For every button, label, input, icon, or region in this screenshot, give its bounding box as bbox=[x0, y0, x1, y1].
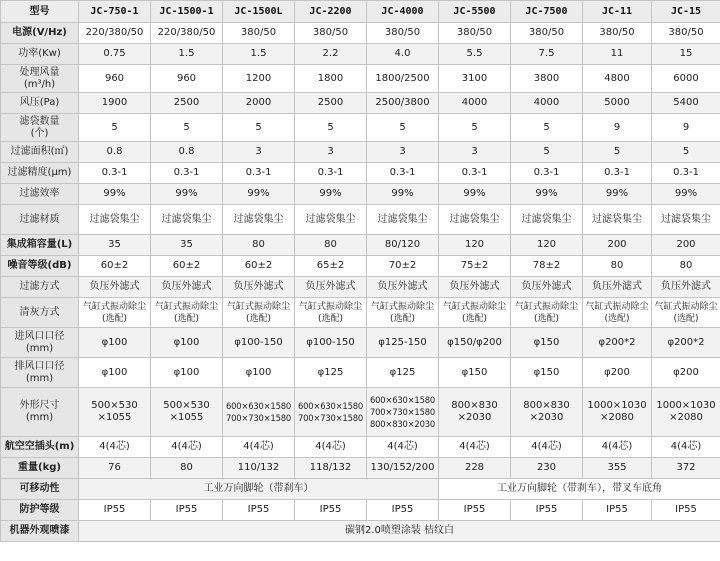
row-value: 130/152/200 bbox=[367, 458, 439, 479]
row-value: 气缸式振动除尘 (选配) bbox=[151, 298, 223, 328]
row-value: 9 bbox=[583, 114, 652, 142]
row-value: 4(4芯) bbox=[583, 437, 652, 458]
row-value: 1.5 bbox=[223, 44, 295, 65]
row-value: 过滤袋集尘 bbox=[583, 205, 652, 235]
row-value: 380/50 bbox=[439, 23, 511, 44]
row-value: 220/380/50 bbox=[151, 23, 223, 44]
spec-row bbox=[1, 277, 720, 298]
mobility-group-a: 工业万向脚轮（带刹车） bbox=[79, 479, 439, 500]
row-value: 80 bbox=[223, 235, 295, 256]
row-value: 3 bbox=[367, 142, 439, 163]
row-label: 重量(kg) bbox=[1, 458, 79, 479]
row-value: 3800 bbox=[511, 65, 583, 93]
row-value: 4(4芯) bbox=[151, 437, 223, 458]
row-value: 5 bbox=[79, 114, 151, 142]
model-header: JC-1500-1 bbox=[151, 1, 223, 23]
mobility-row bbox=[1, 479, 720, 500]
row-label: 过滤效率 bbox=[1, 184, 79, 205]
footer-body bbox=[1, 479, 720, 542]
row-label: 过滤精度(μm) bbox=[1, 163, 79, 184]
row-label: 航空空插头(m) bbox=[1, 437, 79, 458]
row-value: φ100 bbox=[151, 358, 223, 388]
row-value: 过滤袋集尘 bbox=[223, 205, 295, 235]
row-value: 0.3-1 bbox=[223, 163, 295, 184]
row-value: 600×630×1580 700×730×1580 bbox=[223, 388, 295, 437]
row-value: 0.3-1 bbox=[295, 163, 367, 184]
row-value: 120 bbox=[511, 235, 583, 256]
row-value: 380/50 bbox=[367, 23, 439, 44]
row-value: 气缸式振动除尘 (选配) bbox=[583, 298, 652, 328]
row-value: φ200*2 bbox=[652, 328, 720, 358]
row-value: 0.3-1 bbox=[79, 163, 151, 184]
row-label: 过滤方式 bbox=[1, 277, 79, 298]
row-value: 4(4芯) bbox=[511, 437, 583, 458]
row-label: 进风口口径 (mm) bbox=[1, 328, 79, 358]
row-value: 5 bbox=[511, 114, 583, 142]
row-value: 960 bbox=[79, 65, 151, 93]
row-label: 功率(Kw) bbox=[1, 44, 79, 65]
spec-row bbox=[1, 256, 720, 277]
row-label: 处理风量 (m³/h) bbox=[1, 65, 79, 93]
row-value: φ200 bbox=[652, 358, 720, 388]
row-value: 0.3-1 bbox=[583, 163, 652, 184]
row-value: 5 bbox=[295, 114, 367, 142]
row-value: IP55 bbox=[223, 500, 295, 521]
row-value: 70±2 bbox=[367, 256, 439, 277]
spec-row bbox=[1, 184, 720, 205]
row-label: 排风口口径 (mm) bbox=[1, 358, 79, 388]
row-label: 可移动性 bbox=[1, 479, 79, 500]
row-label: 机器外观喷漆 bbox=[1, 521, 79, 542]
row-value: IP55 bbox=[79, 500, 151, 521]
row-value: 4000 bbox=[511, 93, 583, 114]
row-value: 3 bbox=[223, 142, 295, 163]
row-value: 1800 bbox=[295, 65, 367, 93]
row-value: 气缸式振动除尘 (选配) bbox=[367, 298, 439, 328]
row-value: 99% bbox=[223, 184, 295, 205]
row-value: 4800 bbox=[583, 65, 652, 93]
row-value: 5 bbox=[367, 114, 439, 142]
row-value: 800×830 ×2030 bbox=[439, 388, 511, 437]
row-value: 60±2 bbox=[151, 256, 223, 277]
row-value: 99% bbox=[439, 184, 511, 205]
row-value: 4(4芯) bbox=[295, 437, 367, 458]
row-value: 5 bbox=[439, 114, 511, 142]
spec-row bbox=[1, 388, 720, 437]
spec-body bbox=[1, 23, 720, 479]
row-value: IP55 bbox=[367, 500, 439, 521]
row-label: 电源(V/Hz) bbox=[1, 23, 79, 44]
row-value: 5 bbox=[652, 142, 720, 163]
row-value: 600×630×1580 700×730×1580 800×830×2030 bbox=[367, 388, 439, 437]
row-value: 60±2 bbox=[223, 256, 295, 277]
row-value: 0.75 bbox=[79, 44, 151, 65]
spec-row bbox=[1, 235, 720, 256]
row-value: 负压外滤式 bbox=[652, 277, 720, 298]
model-header: JC-5500 bbox=[439, 1, 511, 23]
row-value: 1000×1030 ×2080 bbox=[583, 388, 652, 437]
row-value: 80 bbox=[652, 256, 720, 277]
row-value: φ150 bbox=[511, 358, 583, 388]
row-value: 380/50 bbox=[583, 23, 652, 44]
spec-row bbox=[1, 65, 720, 93]
row-value: 372 bbox=[652, 458, 720, 479]
row-value: 负压外滤式 bbox=[295, 277, 367, 298]
row-value: 120 bbox=[439, 235, 511, 256]
row-value: 5 bbox=[511, 142, 583, 163]
row-value: 4(4芯) bbox=[439, 437, 511, 458]
model-header: JC-7500 bbox=[511, 1, 583, 23]
row-value: 4(4芯) bbox=[223, 437, 295, 458]
row-value: 3 bbox=[439, 142, 511, 163]
mobility-group-b: 工业万向脚轮（带刹车），带叉车底角 bbox=[439, 479, 720, 500]
row-value: φ125-150 bbox=[367, 328, 439, 358]
spec-row bbox=[1, 205, 720, 235]
row-value: 3 bbox=[295, 142, 367, 163]
row-value: 3100 bbox=[439, 65, 511, 93]
row-value: 0.3-1 bbox=[511, 163, 583, 184]
row-value: 5 bbox=[583, 142, 652, 163]
row-value: 气缸式振动除尘 (选配) bbox=[223, 298, 295, 328]
row-label: 过滤材质 bbox=[1, 205, 79, 235]
row-value: φ125 bbox=[367, 358, 439, 388]
row-value: 65±2 bbox=[295, 256, 367, 277]
row-value: 99% bbox=[652, 184, 720, 205]
row-value: 4(4芯) bbox=[79, 437, 151, 458]
row-value: 99% bbox=[79, 184, 151, 205]
row-label: 噪音等级(dB) bbox=[1, 256, 79, 277]
row-label: 过滤面积(㎡) bbox=[1, 142, 79, 163]
row-value: 负压外滤式 bbox=[367, 277, 439, 298]
row-value: 6000 bbox=[652, 65, 720, 93]
row-label: 风压(Pa) bbox=[1, 93, 79, 114]
row-value: 99% bbox=[511, 184, 583, 205]
row-value: 2000 bbox=[223, 93, 295, 114]
row-value: IP55 bbox=[583, 500, 652, 521]
row-label: 滤袋数量 (个) bbox=[1, 114, 79, 142]
row-value: 1900 bbox=[79, 93, 151, 114]
row-value: 1800/2500 bbox=[367, 65, 439, 93]
row-value: 过滤袋集尘 bbox=[511, 205, 583, 235]
row-value: 气缸式振动除尘 (选配) bbox=[439, 298, 511, 328]
row-value: 500×530 ×1055 bbox=[151, 388, 223, 437]
row-value: φ100-150 bbox=[295, 328, 367, 358]
spec-row bbox=[1, 142, 720, 163]
row-value: 380/50 bbox=[223, 23, 295, 44]
spec-row bbox=[1, 437, 720, 458]
row-value: 99% bbox=[583, 184, 652, 205]
spec-row bbox=[1, 358, 720, 388]
row-value: φ100 bbox=[151, 328, 223, 358]
row-value: 4000 bbox=[439, 93, 511, 114]
coating-value: 碳钢2.0喷塑涂装 桔纹白 bbox=[79, 521, 720, 542]
row-value: 2500 bbox=[295, 93, 367, 114]
row-value: φ100-150 bbox=[223, 328, 295, 358]
row-value: 5400 bbox=[652, 93, 720, 114]
row-value: 118/132 bbox=[295, 458, 367, 479]
coating-row bbox=[1, 521, 720, 542]
row-value: 过滤袋集尘 bbox=[439, 205, 511, 235]
row-value: 负压外滤式 bbox=[439, 277, 511, 298]
spec-row bbox=[1, 458, 720, 479]
row-value: 0.8 bbox=[151, 142, 223, 163]
row-value: 220/380/50 bbox=[79, 23, 151, 44]
spec-row bbox=[1, 93, 720, 114]
row-value: φ150/φ200 bbox=[439, 328, 511, 358]
row-value: 200 bbox=[652, 235, 720, 256]
row-value: 5 bbox=[151, 114, 223, 142]
row-value: 1200 bbox=[223, 65, 295, 93]
row-value: 60±2 bbox=[79, 256, 151, 277]
row-value: 负压外滤式 bbox=[79, 277, 151, 298]
row-value: IP55 bbox=[652, 500, 720, 521]
protection-row bbox=[1, 500, 720, 521]
row-value: 气缸式振动除尘 (选配) bbox=[295, 298, 367, 328]
row-value: 2.2 bbox=[295, 44, 367, 65]
row-value: 35 bbox=[79, 235, 151, 256]
row-value: 过滤袋集尘 bbox=[652, 205, 720, 235]
row-value: 500×530 ×1055 bbox=[79, 388, 151, 437]
row-value: 800×830 ×2030 bbox=[511, 388, 583, 437]
spec-row bbox=[1, 298, 720, 328]
row-value: φ100 bbox=[79, 358, 151, 388]
row-value: 5000 bbox=[583, 93, 652, 114]
row-value: φ200*2 bbox=[583, 328, 652, 358]
spec-row bbox=[1, 114, 720, 142]
row-value: 0.8 bbox=[79, 142, 151, 163]
row-value: φ100 bbox=[79, 328, 151, 358]
spec-row bbox=[1, 44, 720, 65]
row-value: 负压外滤式 bbox=[151, 277, 223, 298]
row-value: 过滤袋集尘 bbox=[79, 205, 151, 235]
row-value: 11 bbox=[583, 44, 652, 65]
row-value: 过滤袋集尘 bbox=[295, 205, 367, 235]
row-value: 9 bbox=[652, 114, 720, 142]
row-value: 负压外滤式 bbox=[223, 277, 295, 298]
row-value: 99% bbox=[367, 184, 439, 205]
row-value: 380/50 bbox=[511, 23, 583, 44]
model-header: JC-1500L bbox=[223, 1, 295, 23]
row-value: 110/132 bbox=[223, 458, 295, 479]
row-value: 78±2 bbox=[511, 256, 583, 277]
row-value: φ150 bbox=[511, 328, 583, 358]
row-value: 0.3-1 bbox=[439, 163, 511, 184]
row-value: 0.3-1 bbox=[367, 163, 439, 184]
row-value: 过滤袋集尘 bbox=[367, 205, 439, 235]
row-value: 380/50 bbox=[295, 23, 367, 44]
row-value: IP55 bbox=[439, 500, 511, 521]
row-value: 960 bbox=[151, 65, 223, 93]
model-header: JC-4000 bbox=[367, 1, 439, 23]
row-value: 4(4芯) bbox=[367, 437, 439, 458]
model-header: JC-2200 bbox=[295, 1, 367, 23]
row-label: 清灰方式 bbox=[1, 298, 79, 328]
row-value: 75±2 bbox=[439, 256, 511, 277]
row-value: 过滤袋集尘 bbox=[151, 205, 223, 235]
row-value: 4(4芯) bbox=[652, 437, 720, 458]
header-row bbox=[1, 1, 720, 23]
row-label: 集成箱容量(L) bbox=[1, 235, 79, 256]
row-value: φ200 bbox=[583, 358, 652, 388]
row-value: 1.5 bbox=[151, 44, 223, 65]
row-value: φ100 bbox=[223, 358, 295, 388]
row-label: 外形尺寸 (mm) bbox=[1, 388, 79, 437]
row-value: IP55 bbox=[511, 500, 583, 521]
row-value: 负压外滤式 bbox=[583, 277, 652, 298]
row-value: 80 bbox=[151, 458, 223, 479]
row-value: 5 bbox=[223, 114, 295, 142]
row-value: 15 bbox=[652, 44, 720, 65]
row-value: 600×630×1580 700×730×1580 bbox=[295, 388, 367, 437]
param-header: 型号 bbox=[1, 1, 79, 23]
row-value: 230 bbox=[511, 458, 583, 479]
row-value: 负压外滤式 bbox=[511, 277, 583, 298]
row-value: IP55 bbox=[295, 500, 367, 521]
row-value: 4.0 bbox=[367, 44, 439, 65]
row-value: 2500 bbox=[151, 93, 223, 114]
row-value: 76 bbox=[79, 458, 151, 479]
row-value: 气缸式振动除尘 (选配) bbox=[511, 298, 583, 328]
row-value: 0.3-1 bbox=[151, 163, 223, 184]
spec-row bbox=[1, 163, 720, 184]
row-value: 1000×1030 ×2080 bbox=[652, 388, 720, 437]
spec-row bbox=[1, 23, 720, 44]
row-value: 99% bbox=[151, 184, 223, 205]
row-value: 气缸式振动除尘 (选配) bbox=[652, 298, 720, 328]
row-value: IP55 bbox=[151, 500, 223, 521]
row-value: 5.5 bbox=[439, 44, 511, 65]
row-value: 80/120 bbox=[367, 235, 439, 256]
row-value: 200 bbox=[583, 235, 652, 256]
model-header: JC-11 bbox=[583, 1, 652, 23]
row-value: 80 bbox=[583, 256, 652, 277]
row-value: 7.5 bbox=[511, 44, 583, 65]
row-value: 2500/3800 bbox=[367, 93, 439, 114]
row-value: 99% bbox=[295, 184, 367, 205]
spec-row bbox=[1, 328, 720, 358]
row-value: 0.3-1 bbox=[652, 163, 720, 184]
row-value: 380/50 bbox=[652, 23, 720, 44]
model-header: JC-15 bbox=[652, 1, 720, 23]
row-value: 35 bbox=[151, 235, 223, 256]
row-value: φ150 bbox=[439, 358, 511, 388]
row-value: φ125 bbox=[295, 358, 367, 388]
row-value: 80 bbox=[295, 235, 367, 256]
row-value: 气缸式振动除尘 (选配) bbox=[79, 298, 151, 328]
row-value: 355 bbox=[583, 458, 652, 479]
model-header: JC-750-1 bbox=[79, 1, 151, 23]
row-value: 228 bbox=[439, 458, 511, 479]
row-label: 防护等级 bbox=[1, 500, 79, 521]
